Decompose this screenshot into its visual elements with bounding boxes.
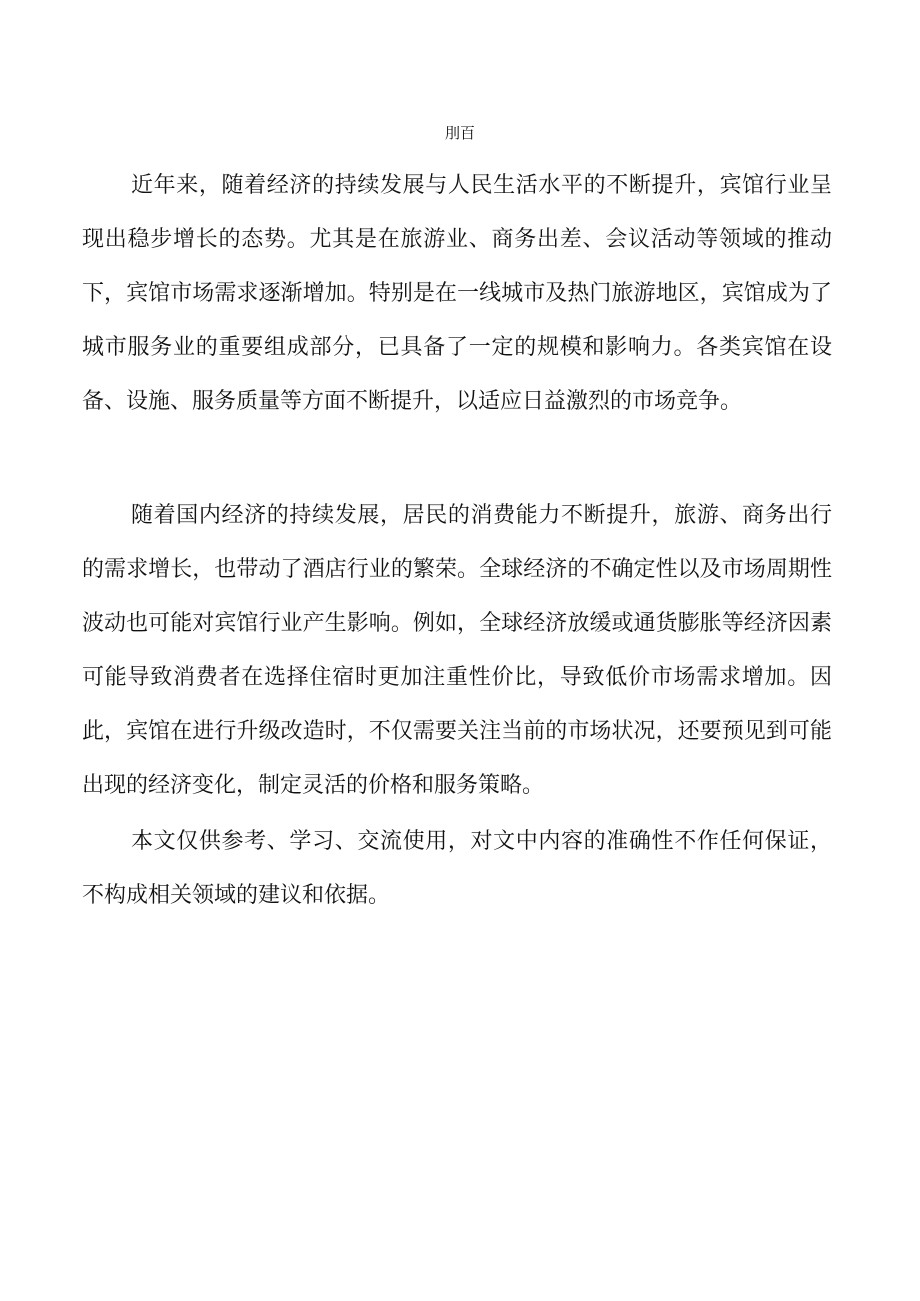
paragraph-industry-growth: 近年来，随着经济的持续发展与人民生活水平的不断提升，宾馆行业呈现出稳步增长的态势。尤其是在旅游业、商务出差、会议活动等领域的推动下，宾馆市场需求逐渐增加。特别是在一线城市及热门旅游地区，宾馆成为了城市服务业的重要组成部分，已具备了一定的规模和影响力。各类宾馆在设备、设施、服务质量等方面不断提升，以适应日益激烈的市场竞争。	[82, 173, 832, 414]
paragraph-disclaimer: 本文仅供参考、学习、交流使用，对文中内容的准确性不作任何保证，不构成相关领域的建议和依据。	[82, 829, 832, 908]
paragraph-economic-impact: 随着国内经济的持续发展，居民的消费能力不断提升，旅游、商务出行的需求增长，也带动了酒店行业的繁荣。全球经济的不确定性以及市场周期性波动也可能对宾馆行业产生影响。例如，全球经济放缓或通货膨胀等经济因素可能导致消费者在选择住宿时更加注重性价比，导致低价市场需求增加。因此，宾馆在进行升级改造时，不仅需要关注当前的市场状况，还要预见到可能出现的经济变化，制定灵活的价格和服务策略。	[82, 503, 832, 798]
page-heading: 刖百	[444, 124, 475, 142]
